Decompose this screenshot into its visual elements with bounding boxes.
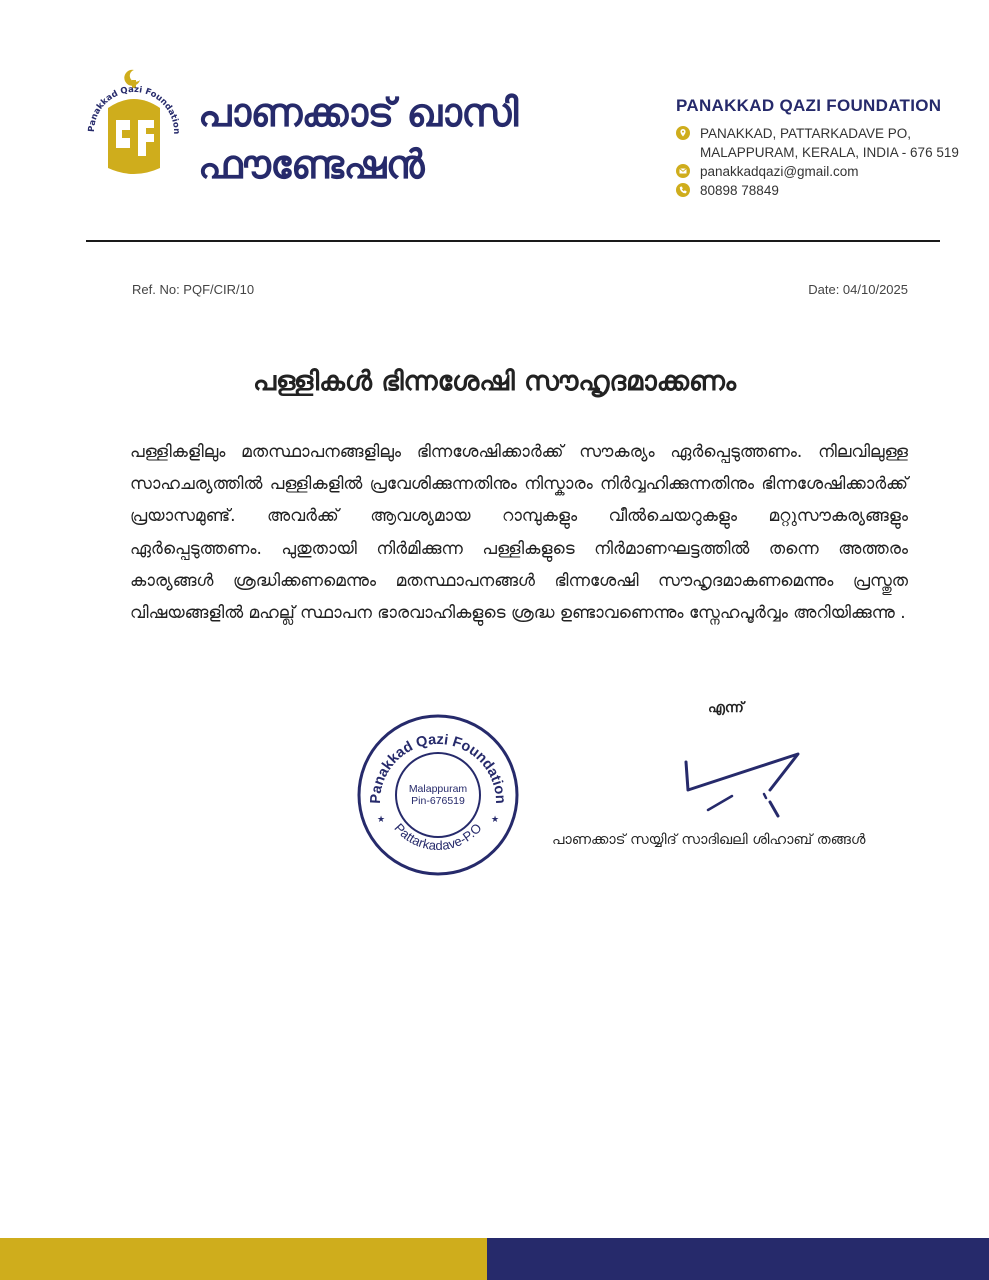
address-line-1: PANAKKAD, PATTARKADAVE PO,	[700, 126, 912, 141]
address-line-2: MALAPPURAM, KERALA, INDIA - 676 519	[700, 145, 959, 160]
phone-text: 80898 78849	[700, 183, 779, 198]
logo-text: Panakkad Qazi Foundation	[86, 84, 182, 135]
seal-bottom-text: Pattarkadave-P.O	[391, 820, 485, 853]
organization-seal	[355, 712, 521, 878]
circular-body: പള്ളികളിലും മതസ്ഥാപനങ്ങളിലും ഭിന്നശേഷിക്കാർക്ക് സൗകര്യം ഏർപ്പെടുത്തണം. നിലവിലുള്ള സാഹചര്യത്തിൽ പള്ളികളിൽ പ്രവേശിക്കുന്നതിനും നിസ്കാരം നിർവ്വഹിക്കുന്നതിനും ഭിന്നശേഷിക്കാർക്ക് പ്രയാസമുണ്ട്. അവർക്ക് ആവശ്യമായ റാമ്പുകളും വീൽചെയറുകളും മറ്റുസൗകര്യങ്ങളും ഏർപ്പെടുത്തണം. പുതുതായി നിർമിക്കുന്ന പള്ളികളുടെ നിർമാണഘട്ടത്തിൽ തന്നെ അത്തരം കാര്യങ്ങൾ ശ്രദ്ധിക്കണമെന്നും മതസ്ഥാപനങ്ങൾ ഭിന്നശേഷി സൗഹൃദമാകണമെന്നും പ്രസ്തുത വിഷയങ്ങളിൽ മഹല്ല് സ്ഥാപന ഭാരവാഹികളുടെ ശ്രദ്ധ ഉണ്ടാവണെന്നും സ്നേഹപൂർവ്വം അറിയിക്കുന്നു .	[130, 442, 908, 624]
seal-star-left-icon: ★	[377, 815, 386, 825]
document-date: Date: 04/10/2025	[808, 282, 908, 297]
address-row	[676, 124, 966, 162]
reference-number: Ref. No: PQF/CIR/10	[132, 282, 255, 297]
signer-name: പാണക്കാട് സയ്യിദ് സാദിഖലി ശിഹാബ് തങ്ങൾ	[552, 832, 866, 848]
phone-icon	[676, 183, 690, 197]
brand-line-2: ഫൗണ്ടേഷൻ	[198, 143, 425, 188]
phone-row	[676, 181, 966, 200]
footer-bar-gold	[0, 1238, 487, 1280]
email-icon	[676, 164, 690, 178]
pqf-logo	[80, 68, 188, 196]
brand-line-1: പാണക്കാട് ഖാസി	[198, 91, 518, 136]
seal-star-right-icon: ★	[491, 815, 500, 825]
header-divider	[86, 240, 940, 242]
footer-bar-navy	[487, 1238, 989, 1280]
org-name: PANAKKAD QAZI FOUNDATION	[676, 96, 942, 115]
location-pin-icon	[676, 126, 690, 140]
brand-name	[198, 88, 588, 192]
email-row	[676, 162, 966, 181]
seal-top-text: Panakkad Qazi Foundation	[367, 731, 509, 805]
closing-word: എന്ന്	[708, 700, 744, 716]
seal-center-line-1: Malappuram	[408, 783, 468, 795]
contact-block	[676, 96, 966, 200]
seal-center-line-2: Pin-676519	[411, 795, 465, 807]
circular-title: പള്ളികൾ ഭിന്നശേഷി സൗഹൃദമാക്കണം	[252, 366, 737, 397]
signature	[672, 746, 812, 824]
email-text: panakkadqazi@gmail.com	[700, 164, 859, 179]
